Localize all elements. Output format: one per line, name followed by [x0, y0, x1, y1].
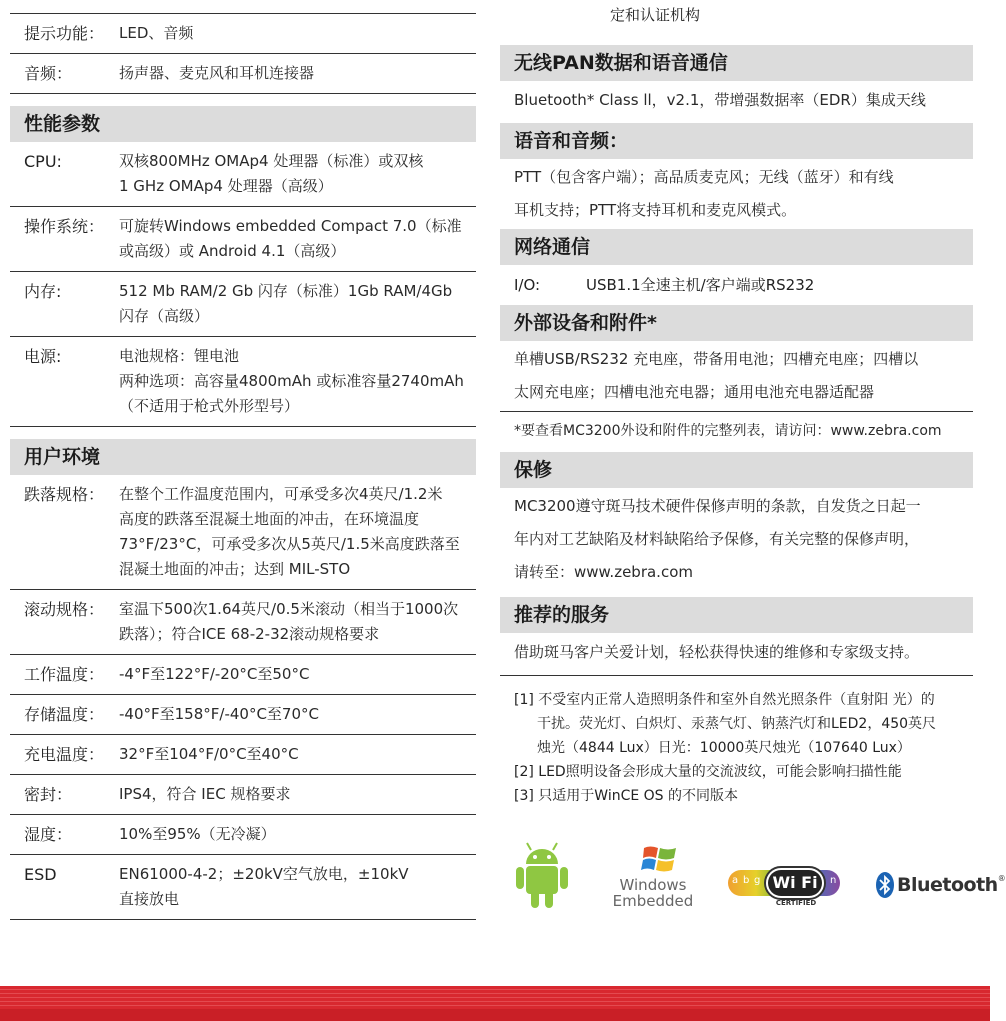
spec-label: 内存:	[24, 282, 62, 301]
spec-value	[119, 597, 476, 647]
warranty-line: MC3200遵守斑马技术硬件保修声明的条款，自发货之日起一	[514, 497, 921, 515]
bluetooth-registered-mark: ®	[997, 874, 1006, 883]
spec-value-line: 室温下500次1.64英尺/0.5米滚动（相当于1000次	[119, 600, 459, 618]
spec-value-line: 闪存（高级）	[119, 307, 210, 325]
spec-row	[10, 207, 476, 272]
spec-value-line: 或高级）或 Android 4.1（高级）	[119, 242, 346, 260]
wifi-letter-b: b	[743, 875, 750, 886]
spec-value-line: IPS4，符合 IEC 规格要求	[119, 785, 291, 803]
network-value: USB1.1全速主机/客户端或RS232	[586, 276, 815, 294]
spec-row	[10, 735, 476, 775]
bluetooth-text: Bluetooth	[897, 874, 998, 896]
windows-text-line2: Embedded	[612, 892, 694, 910]
accessories-note: *要查看MC3200外设和附件的完整列表，请访问：www.zebra.com	[514, 423, 942, 439]
spec-label: ESD	[24, 865, 57, 884]
spec-row	[10, 14, 476, 54]
spec-value-line: 可旋转Windows embedded Compact 7.0（标准	[119, 217, 462, 235]
network-row	[500, 265, 973, 305]
spec-value-line: 两种选项：高容量4800mAh 或标准容量2740mAh	[119, 372, 464, 390]
android-icon	[512, 840, 572, 910]
wifi-letter-g: g	[754, 875, 761, 886]
spec-label: 充电温度：	[24, 745, 105, 764]
spec-value-line: 73°F/23°C，可承受多次从5英尺/1.5米高度跌落至	[119, 535, 460, 553]
spec-value-line: 32°F至104°F/0°C至40°C	[119, 745, 299, 763]
spec-row	[10, 775, 476, 815]
spec-value-line: 直接放电	[119, 890, 180, 908]
spec-value-line: 在整个工作温度范围内，可承受多次4英尺/1.2米	[119, 485, 443, 503]
spec-value	[119, 149, 476, 199]
spec-row	[10, 337, 476, 427]
footnote-line: [1] 不受室内正常人造照明条件和室外自然光照条件（直射阳 光）的	[514, 692, 935, 708]
spec-value	[119, 782, 476, 807]
spec-value-line: 混凝土地面的冲击；达到 MIL-STO	[119, 560, 351, 578]
section-title-wireless-pan: 无线PAN数据和语音通信	[500, 45, 973, 81]
spec-row	[10, 855, 476, 920]
audio-line: PTT（包含客户端）；高品质麦克风；无线（蓝牙）和有线	[514, 168, 894, 186]
network-key: I/O:	[514, 276, 541, 294]
spec-value-line: 扬声器、麦克风和耳机连接器	[119, 64, 315, 82]
environment-rows	[10, 475, 476, 920]
left-top-rows	[10, 14, 476, 94]
windows-embedded-logo	[608, 842, 698, 910]
spec-label: 操作系统：	[24, 217, 105, 236]
footnotes	[500, 688, 973, 808]
wifi-letter-n: n	[830, 875, 837, 886]
footnote-line: [3] 只适用于WinCE OS 的不同版本	[514, 788, 739, 804]
partial-top-text: 定和认证机构	[610, 6, 701, 24]
windows-text-line1: Windows	[619, 876, 687, 894]
spec-value	[119, 702, 476, 727]
spec-label: 电源:	[24, 347, 62, 366]
spec-value	[119, 344, 476, 419]
section-title-accessories: 外部设备和附件*	[500, 305, 973, 341]
accessories-text	[500, 341, 973, 412]
wifi-letter-a: a	[732, 875, 739, 886]
warranty-line: 年内对工艺缺陷及材料缺陷给予保修，有关完整的保修声明，	[514, 530, 920, 548]
spec-label: 密封：	[24, 785, 73, 804]
spec-value-line: 512 Mb RAM/2 Gb 闪存（标准）1Gb RAM/4Gb	[119, 282, 453, 300]
services-text: 借助斑马客户关爱计划，轻松获得快速的维修和专家级支持。	[500, 633, 973, 676]
spec-value	[119, 214, 476, 264]
footnote-line: 烛光（4844 Lux）日光：10000英尺烛光（107640 Lux）	[537, 740, 911, 756]
spec-row	[10, 655, 476, 695]
android-logo	[512, 840, 572, 914]
accessories-line: 太网充电座；四槽电池充电器；通用电池充电器适配器	[514, 383, 875, 401]
windows-flag-icon	[640, 842, 680, 876]
spec-label: 滚动规格：	[24, 600, 105, 619]
logo-strip	[500, 838, 1006, 918]
spec-label: 湿度：	[24, 825, 73, 844]
spec-value-line: 跌落）；符合ICE 68-2-32滚动规格要求	[119, 625, 380, 643]
left-spec-column	[10, 0, 476, 920]
accessories-line: 单槽USB/RS232 充电座，带备用电池；四槽充电座；四槽以	[514, 350, 919, 368]
footnote-line: 干扰。荧光灯、白炽灯、汞蒸气灯、钠蒸汽灯和LED2，450英尺	[537, 716, 937, 732]
spec-label: 跌落规格：	[24, 485, 105, 504]
right-spec-column	[500, 0, 973, 808]
spec-row	[10, 695, 476, 735]
spec-row	[10, 272, 476, 337]
spec-label: 存储温度：	[24, 705, 105, 724]
warranty-line: 请转至：www.zebra.com	[514, 563, 693, 581]
spec-value-line: 电池规格：锂电池	[119, 347, 240, 365]
footnote-line: [2] LED照明设备会形成大量的交流波纹，可能会影响扫描性能	[514, 764, 902, 780]
wifi-certified-text: CERTIFIED	[775, 899, 817, 907]
spec-value	[119, 822, 476, 847]
wifi-certified-logo	[728, 866, 840, 906]
warranty-text	[500, 488, 973, 591]
performance-rows	[10, 142, 476, 427]
spec-value-line: 高度的跌落至混凝土地面的冲击，在环境温度	[119, 510, 420, 528]
spec-label: 提示功能：	[24, 24, 105, 43]
section-title-audio: 语音和音频：	[500, 123, 973, 159]
spec-label: 工作温度：	[24, 665, 105, 684]
spec-value	[119, 21, 476, 46]
audio-text	[500, 159, 973, 229]
spec-value	[119, 279, 476, 329]
section-title-services: 推荐的服务	[500, 597, 973, 633]
section-title-warranty: 保修	[500, 452, 973, 488]
bluetooth-icon	[876, 872, 894, 898]
spec-row	[10, 590, 476, 655]
bluetooth-logo	[876, 872, 1006, 898]
spec-row	[10, 142, 476, 207]
spec-value-line: 双核800MHz OMAp4 处理器（标准）或双核	[119, 152, 424, 170]
spec-value-line: -40°F至158°F/-40°C至70°C	[119, 705, 319, 723]
spec-value-line: EN61000-4-2；±20kV空气放电，±10kV	[119, 865, 409, 883]
spec-row	[10, 815, 476, 855]
spec-value	[119, 482, 476, 582]
spec-value	[119, 662, 476, 687]
section-title-network: 网络通信	[500, 229, 973, 265]
spec-label: CPU:	[24, 152, 62, 171]
spec-row	[10, 475, 476, 590]
divider	[10, 0, 476, 14]
section-title-performance: 性能参数	[10, 106, 476, 142]
footer-red-bar	[0, 986, 990, 1021]
spec-value-line: （不适用于枪式外形型号）	[119, 397, 300, 415]
spec-value	[119, 742, 476, 767]
wifi-text: Wi Fi	[768, 870, 822, 896]
spec-row	[10, 54, 476, 94]
spec-value-line: LED、音频	[119, 24, 194, 42]
spec-value	[119, 862, 476, 912]
audio-line: 耳机支持；PTT将支持耳机和麦克风模式。	[514, 201, 797, 219]
spec-value	[119, 61, 476, 86]
spec-value-line: 1 GHz OMAp4 处理器（高级）	[119, 177, 333, 195]
spec-value-line: -4°F至122°F/-20°C至50°C	[119, 665, 310, 683]
spec-value-line: 10%至95%（无冷凝）	[119, 825, 276, 843]
wireless-pan-text: Bluetooth* Class ll，v2.1，带增强数据率（EDR）集成天线	[514, 91, 926, 109]
section-title-environment: 用户环境	[10, 439, 476, 475]
spec-label: 音频：	[24, 64, 73, 83]
